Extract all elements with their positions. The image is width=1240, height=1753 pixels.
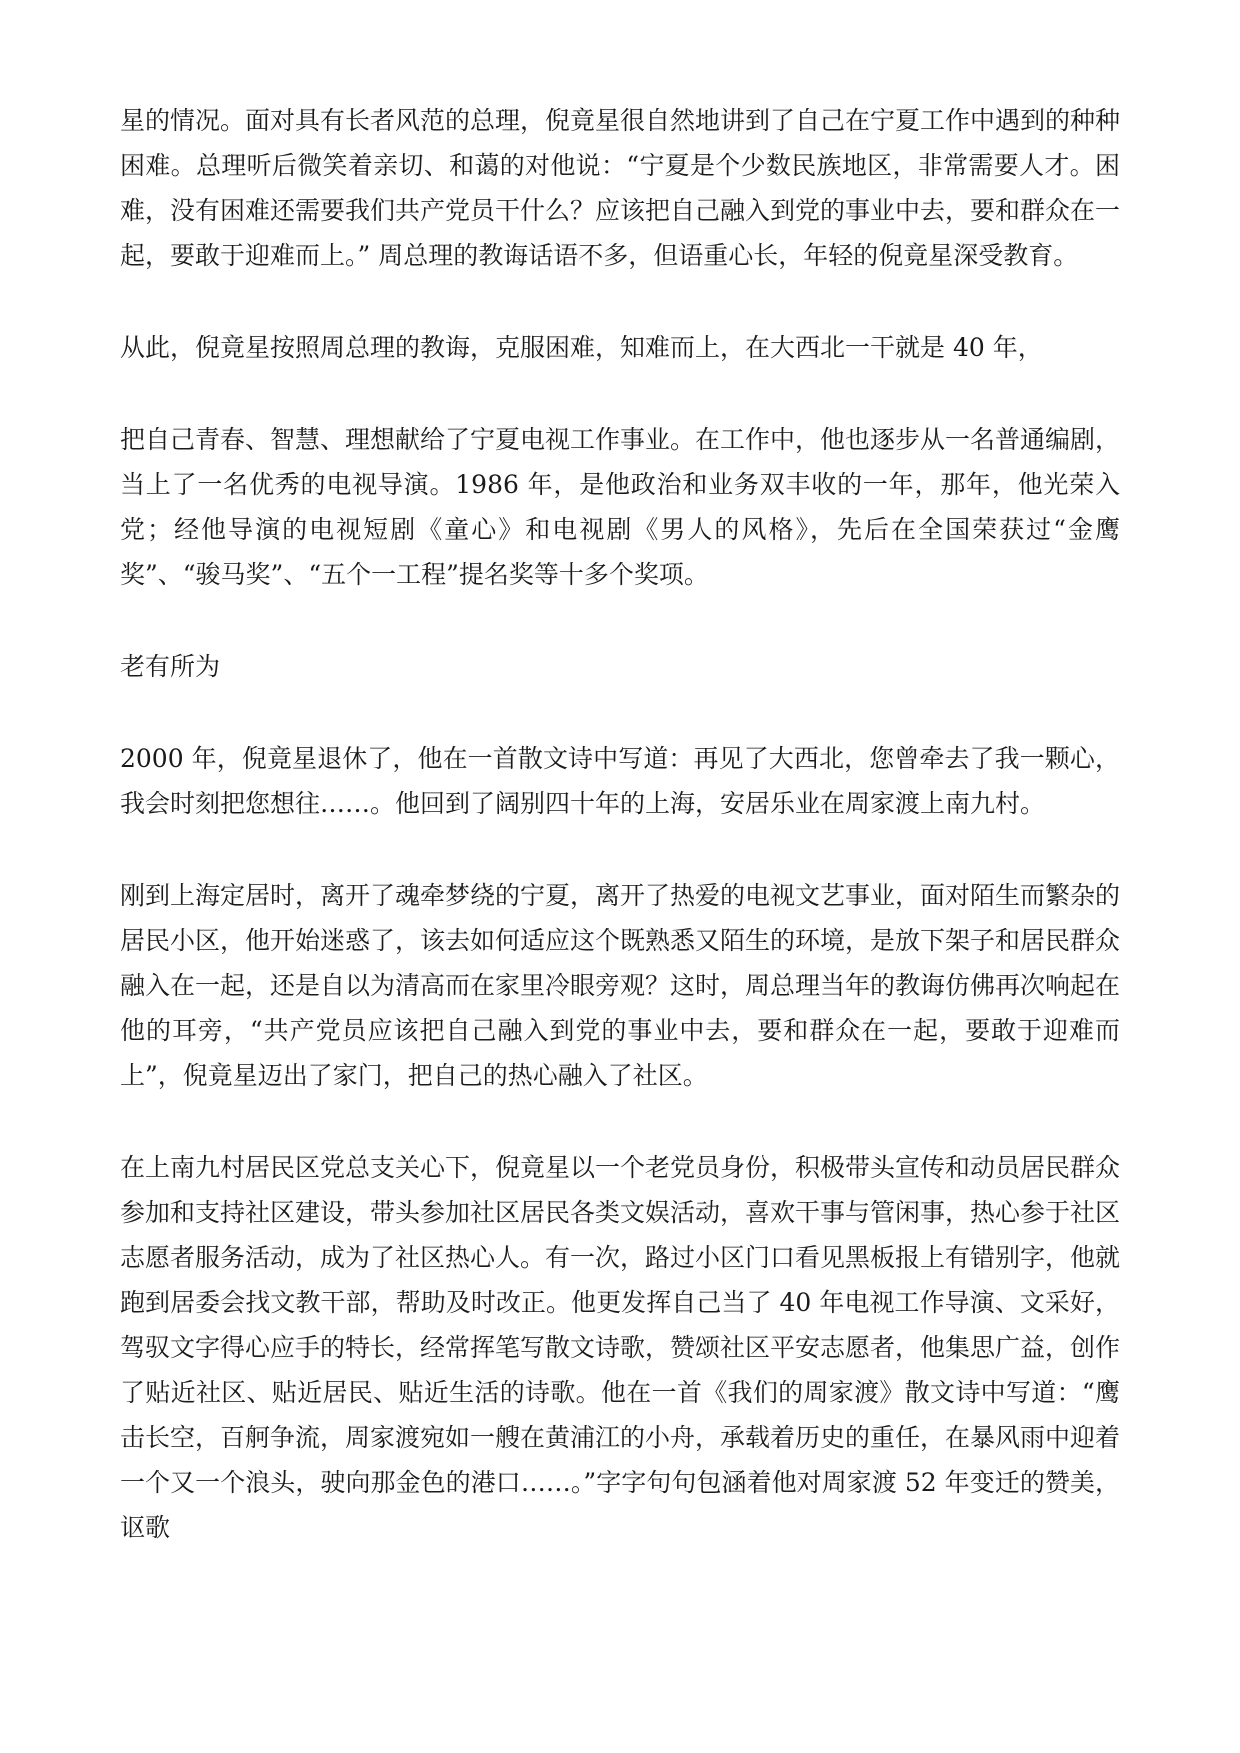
paragraph: 从此，倪竟星按照周总理的教诲，克服困难，知难而上，在大西北一干就是 40 年， xyxy=(120,333,1043,362)
paragraph: 把自己青春、智慧、理想献给了宁夏电视工作事业。在工作中，他也逐步从一名普通编剧，当上了一名优秀的电视导演。1986 年，是他政治和业务双丰收的一年，那年，他光荣入党；经他导演的电视短剧《童心》和电视剧《男人的风格》，先后在全国荣获过“金鹰奖”、“骏马奖”、“五个一工程”提名奖等十多个奖项。 xyxy=(120,425,1121,589)
section-heading: 老有所为 xyxy=(120,652,221,681)
paragraph: 星的情况。面对具有长者风范的总理，倪竟星很自然地讲到了自己在宁夏工作中遇到的种种困难。总理听后微笑着亲切、和蔼的对他说：“宁夏是个少数民族地区，非常需要人才。困难，没有困难还需要我们共产党员干什么？应该把自己融入到党的事业中去，要和群众在一起，要敢于迎难而上。” 周总理的教诲话语不多，但语重心长，年轻的倪竟星深受教育。 xyxy=(120,106,1121,270)
paragraph: 在上南九村居民区党总支关心下，倪竟星以一个老党员身份，积极带头宣传和动员居民群众参加和支持社区建设，带头参加社区居民各类文娱活动，喜欢干事与管闲事，热心参于社区志愿者服务活动，成为了社区热心人。有一次，路过小区门口看见黑板报上有错别字，他就跑到居委会找文教干部，帮助及时改正。他更发挥自己当了 40 年电视工作导演、文采好，驾驭文字得心应手的特长，经常挥笔写散文诗歌，赞颂社区平安志愿者，他集思广益，创作了贴近社区、贴近居民、贴近生活的诗歌。他在一首《我们的周家渡》散文诗中写道：“鹰击长空，百舸争流，周家渡宛如一艘在黄浦江的小舟，承载着历史的重任，在暴风雨中迎着一个又一个浪头，驶向那金色的港口……。”字字句句包涵着他对周家渡 52 年变迁的赞美，讴歌 xyxy=(120,1153,1121,1542)
document-body xyxy=(120,98,1120,1597)
paragraph: 刚到上海定居时，离开了魂牵梦绕的宁夏，离开了热爱的电视文艺事业，面对陌生而繁杂的居民小区，他开始迷惑了，该去如何适应这个既熟悉又陌生的环境，是放下架子和居民群众融入在一起，还是自以为清高而在家里冷眼旁观？这时，周总理当年的教诲仿佛再次响起在他的耳旁，“共产党员应该把自己融入到党的事业中去，要和群众在一起，要敢于迎难而上”，倪竟星迈出了家门，把自己的热心融入了社区。 xyxy=(120,881,1121,1090)
paragraph: 2000 年，倪竟星退休了，他在一首散文诗中写道：再见了大西北，您曾牵去了我一颗心，我会时刻把您想往……。他回到了阔别四十年的上海，安居乐业在周家渡上南九村。 xyxy=(120,744,1120,818)
